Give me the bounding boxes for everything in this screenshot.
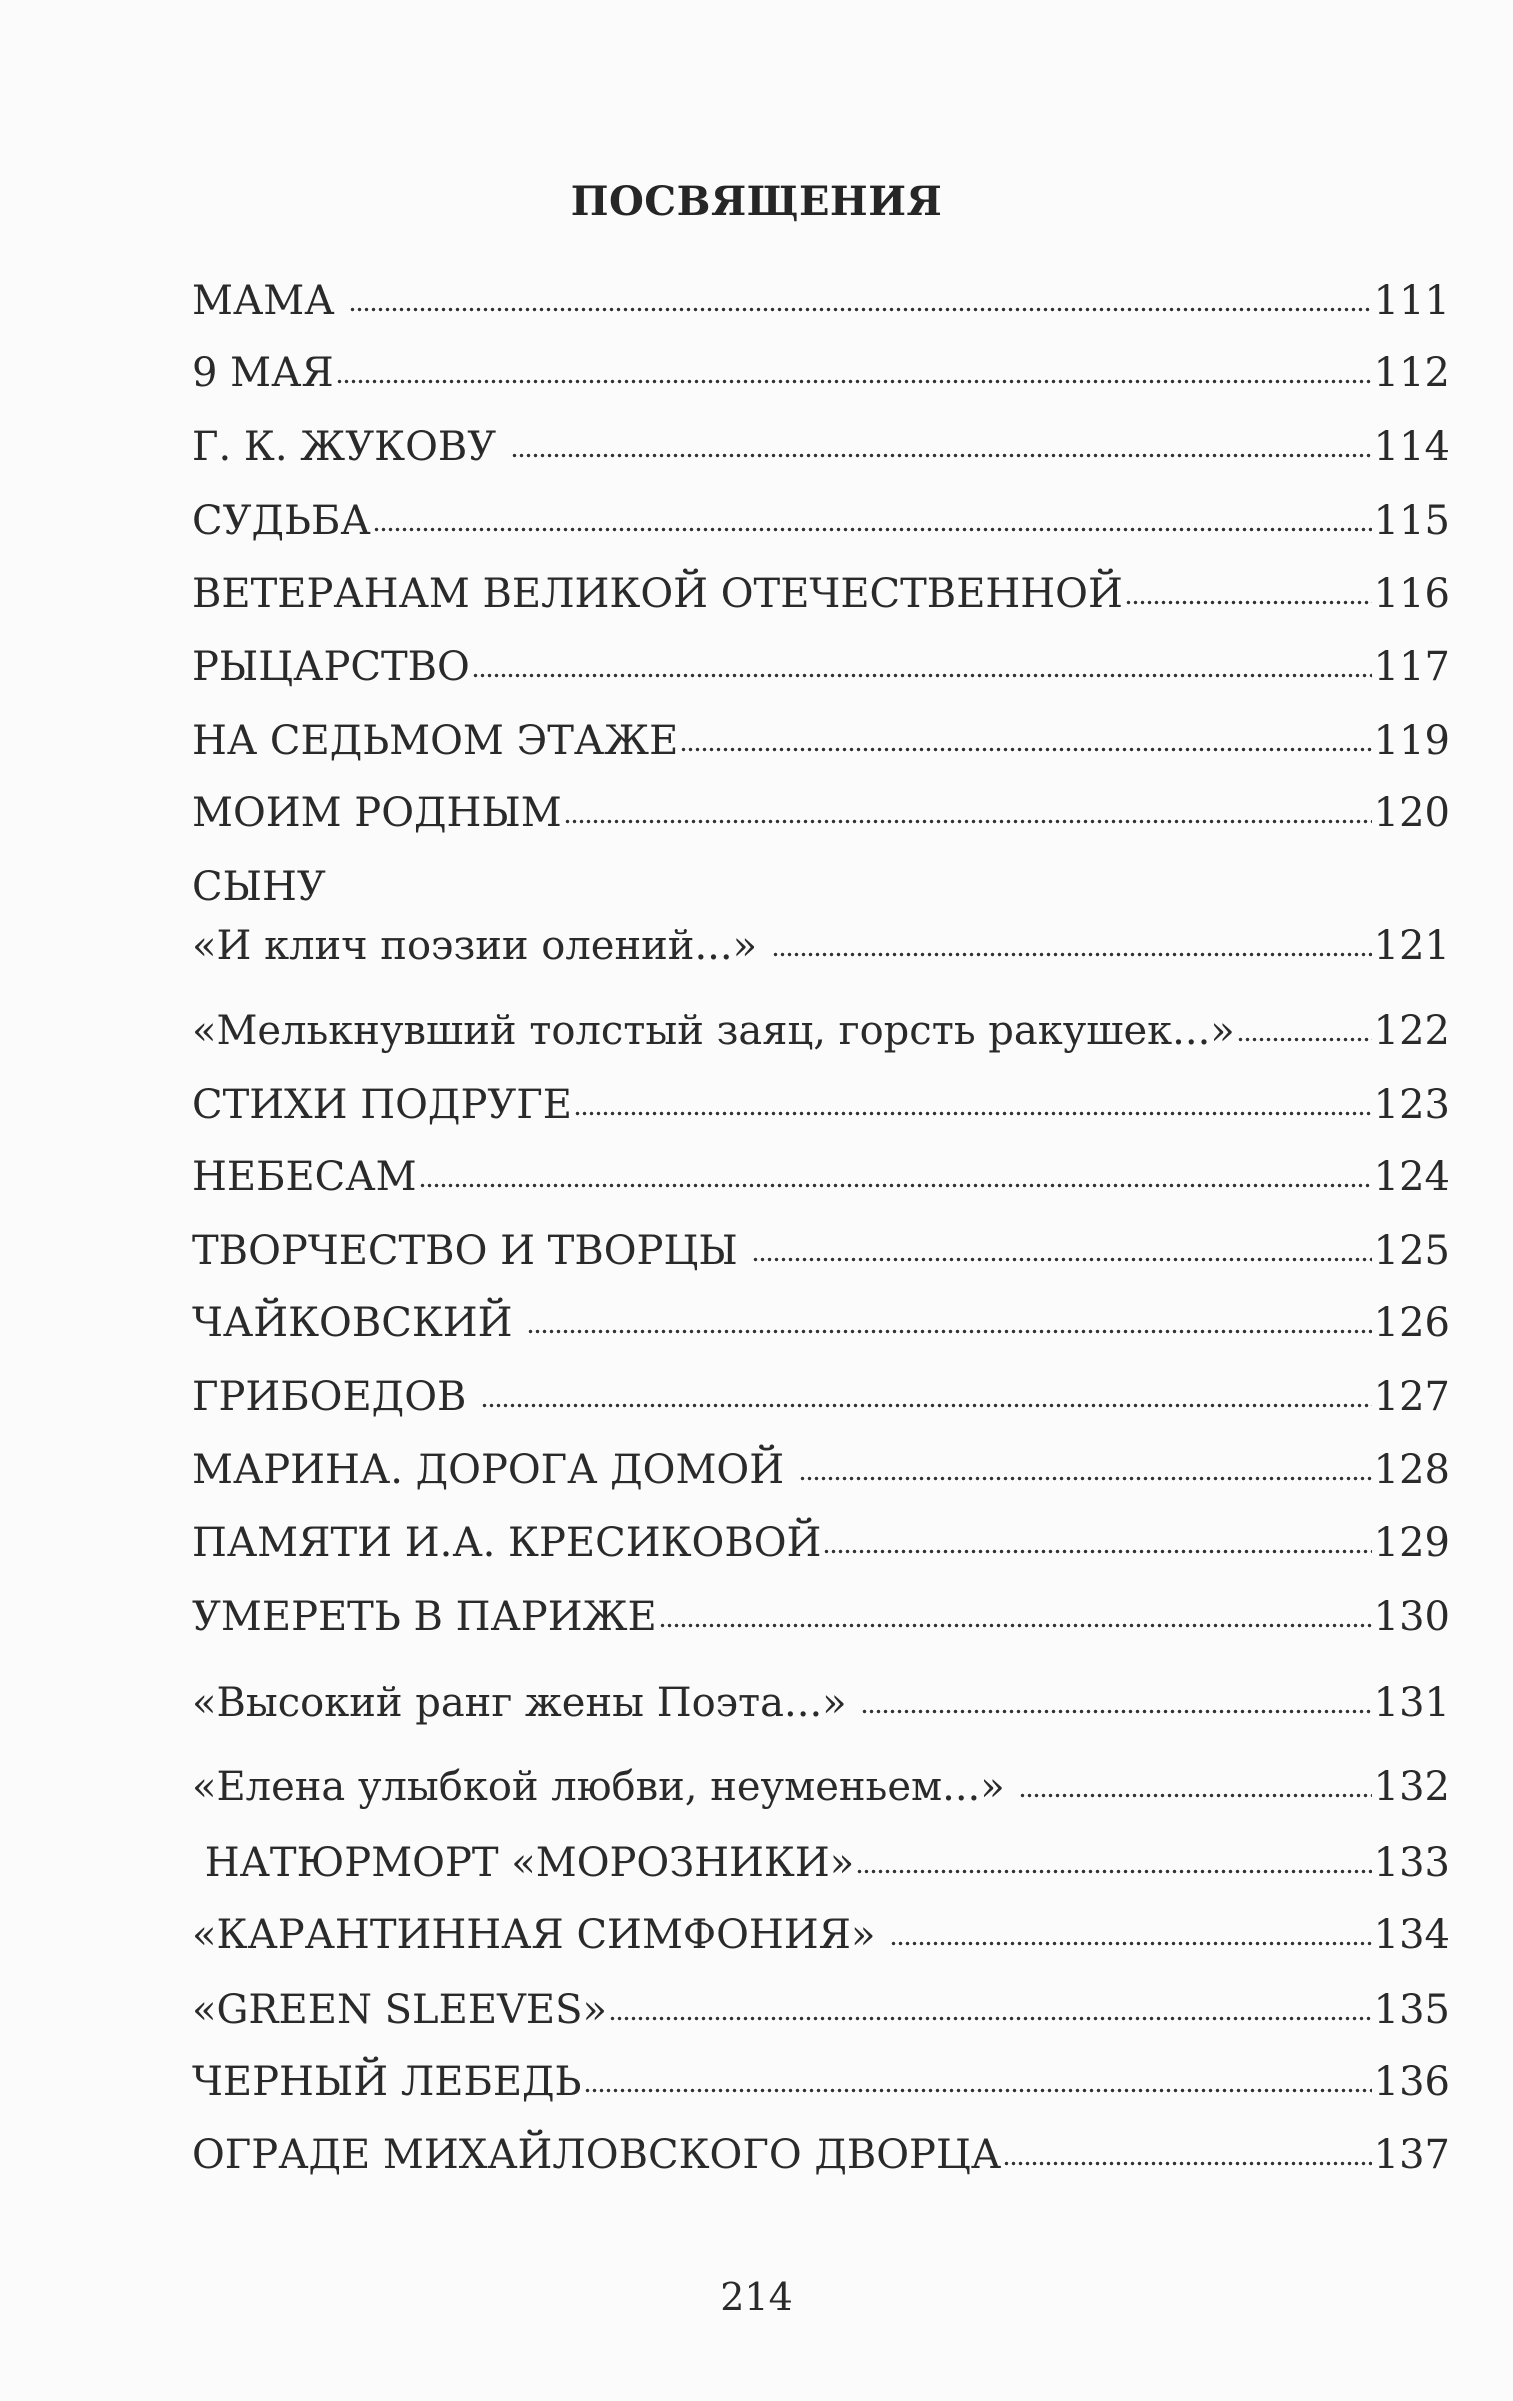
dot-leader: [752, 1254, 1371, 1264]
toc-entry: [192, 1006, 1450, 1056]
dot-leader: [349, 304, 1371, 314]
toc-entry-page: 114: [1373, 424, 1450, 470]
toc-entry-page: 133: [1373, 1840, 1450, 1886]
toc-entry-title: «GREEN SLEEVES»: [192, 1987, 607, 2033]
toc-entry-title: НА СЕДЬМОМ ЭТАЖЕ: [192, 718, 679, 764]
toc-entry-page: 120: [1373, 790, 1450, 836]
toc-entry-page: 126: [1373, 1300, 1450, 1346]
toc-entry: [192, 1592, 1450, 1642]
toc-entry: [192, 1985, 1450, 2035]
toc-entry: [192, 1298, 1450, 1348]
dot-leader: [373, 524, 1372, 534]
toc-entry-title: Г. К. ЖУКОВУ: [192, 424, 509, 470]
toc-entry-title: «Елена улыбкой любви, неуменьем...»: [192, 1764, 1018, 1810]
dot-leader: [609, 2013, 1372, 2023]
toc-entry-page: 128: [1373, 1447, 1450, 1493]
toc-entry: [192, 1762, 1450, 1812]
dot-leader: [527, 1326, 1371, 1336]
toc-entry: [192, 496, 1450, 546]
toc-entry-page: 130: [1373, 1594, 1450, 1640]
toc-entry-page: 116: [1373, 571, 1450, 617]
toc-entry-page: 119: [1373, 718, 1450, 764]
toc-entry-page: 127: [1373, 1374, 1450, 1420]
toc-entry: [192, 2057, 1450, 2107]
toc-entry-page: 132: [1373, 1764, 1450, 1810]
toc-entry-title: СУДЬБА: [192, 498, 371, 544]
toc-entry-page: 135: [1373, 1987, 1450, 2033]
toc-entry: [192, 788, 1450, 838]
dot-leader: [659, 1620, 1372, 1630]
toc-entry: [192, 1226, 1450, 1276]
dot-leader: [861, 1706, 1371, 1716]
dot-leader: [1237, 1034, 1372, 1044]
dot-leader: [564, 816, 1372, 826]
toc-entry-title: ОГРАДЕ МИХАЙЛОВСКОГО ДВОРЦА: [192, 2132, 1002, 2178]
toc-entry-page: 125: [1373, 1228, 1450, 1274]
toc-entry-page: 117: [1373, 644, 1450, 690]
toc-entry: [192, 1372, 1450, 1422]
toc-entry-page: 131: [1373, 1680, 1450, 1726]
toc-group-label-son: СЫНУ: [192, 864, 326, 910]
toc-entry: [192, 1152, 1450, 1202]
toc-entry-title: МОИМ РОДНЫМ: [192, 790, 562, 836]
toc-entry: [192, 1910, 1450, 1960]
page-number: 214: [720, 2275, 793, 2319]
toc-entry-title: «Мелькнувший толстый заяц, горсть ракушек...»: [192, 1008, 1235, 1054]
dot-leader: [511, 450, 1372, 460]
dot-leader: [680, 744, 1371, 754]
dot-leader: [1003, 2158, 1372, 2168]
toc-entry-title: УМЕРЕТЬ В ПАРИЖЕ: [192, 1594, 657, 1640]
section-title: ПОСВЯЩЕНИЯ: [570, 178, 943, 225]
toc-entry-page: 112: [1373, 350, 1450, 396]
toc-entry: [192, 1678, 1450, 1728]
toc-entry-title: СТИХИ ПОДРУГЕ: [192, 1082, 572, 1128]
toc-entry: [192, 422, 1450, 472]
dot-leader: [574, 1108, 1372, 1118]
toc-entry-page: 134: [1373, 1912, 1450, 1958]
toc-entry: [192, 276, 1450, 326]
toc-entry-title: НЕБЕСАМ: [192, 1154, 417, 1200]
dot-leader: [419, 1180, 1372, 1190]
toc-entry-page: 136: [1373, 2059, 1450, 2105]
toc-entry: [192, 1080, 1450, 1130]
toc-entry: [192, 348, 1450, 398]
toc-entry-page: 129: [1373, 1520, 1450, 1566]
dot-leader: [481, 1400, 1372, 1410]
toc-entry: [192, 569, 1450, 619]
toc-entry-page: 111: [1373, 278, 1450, 324]
dot-leader: [1125, 597, 1372, 607]
dot-leader: [584, 2085, 1372, 2095]
toc-entry-title: ВЕТЕРАНАМ ВЕЛИКОЙ ОТЕЧЕСТВЕННОЙ: [192, 571, 1123, 617]
dot-leader: [336, 376, 1372, 386]
toc-entry-page: 124: [1373, 1154, 1450, 1200]
toc-entry-title: МАМА: [192, 278, 348, 324]
toc-entry: [192, 921, 1450, 971]
toc-entry-title: ПАМЯТИ И.А. КРЕСИКОВОЙ: [192, 1520, 822, 1566]
dot-leader: [799, 1473, 1372, 1483]
toc-entry-title: ЧАЙКОВСКИЙ: [192, 1300, 526, 1346]
toc-entry: [192, 716, 1450, 766]
toc-entry-page: 137: [1373, 2132, 1450, 2178]
dot-leader: [890, 1938, 1371, 1948]
toc-entry-page: 122: [1373, 1008, 1450, 1054]
dot-leader: [823, 1546, 1371, 1556]
toc-entry: [192, 2130, 1450, 2180]
dot-leader: [856, 1866, 1371, 1876]
toc-entry-page: 115: [1373, 498, 1450, 544]
toc-entry-page: 123: [1373, 1082, 1450, 1128]
toc-entry-title: ГРИБОЕДОВ: [192, 1374, 480, 1420]
toc-entry-title: НАТЮРМОРТ «МОРОЗНИКИ»: [192, 1840, 855, 1886]
toc-entry-title: ТВОРЧЕСТВО И ТВОРЦЫ: [192, 1228, 751, 1274]
toc-entry-title: ЧЕРНЫЙ ЛЕБЕДЬ: [192, 2059, 582, 2105]
toc-entry-title: МАРИНА. ДОРОГА ДОМОЙ: [192, 1447, 797, 1493]
toc-entry: [192, 642, 1450, 692]
toc-entry-page: 121: [1373, 923, 1450, 969]
dot-leader: [1019, 1790, 1371, 1800]
toc-entry: [192, 1445, 1450, 1495]
toc-entry-title: «И клич поэзии олений...»: [192, 923, 770, 969]
dot-leader: [772, 949, 1372, 959]
toc-entry: [192, 1518, 1450, 1568]
toc-entry-title: «КАРАНТИННАЯ СИМФОНИЯ»: [192, 1912, 889, 1958]
toc-entry-title: «Высокий ранг жены Поэта...»: [192, 1680, 860, 1726]
toc-entry-title: 9 МАЯ: [192, 350, 334, 396]
dot-leader: [472, 670, 1372, 680]
toc-entry: [192, 1838, 1450, 1888]
toc-entry-title: РЫЦАРСТВО: [192, 644, 470, 690]
